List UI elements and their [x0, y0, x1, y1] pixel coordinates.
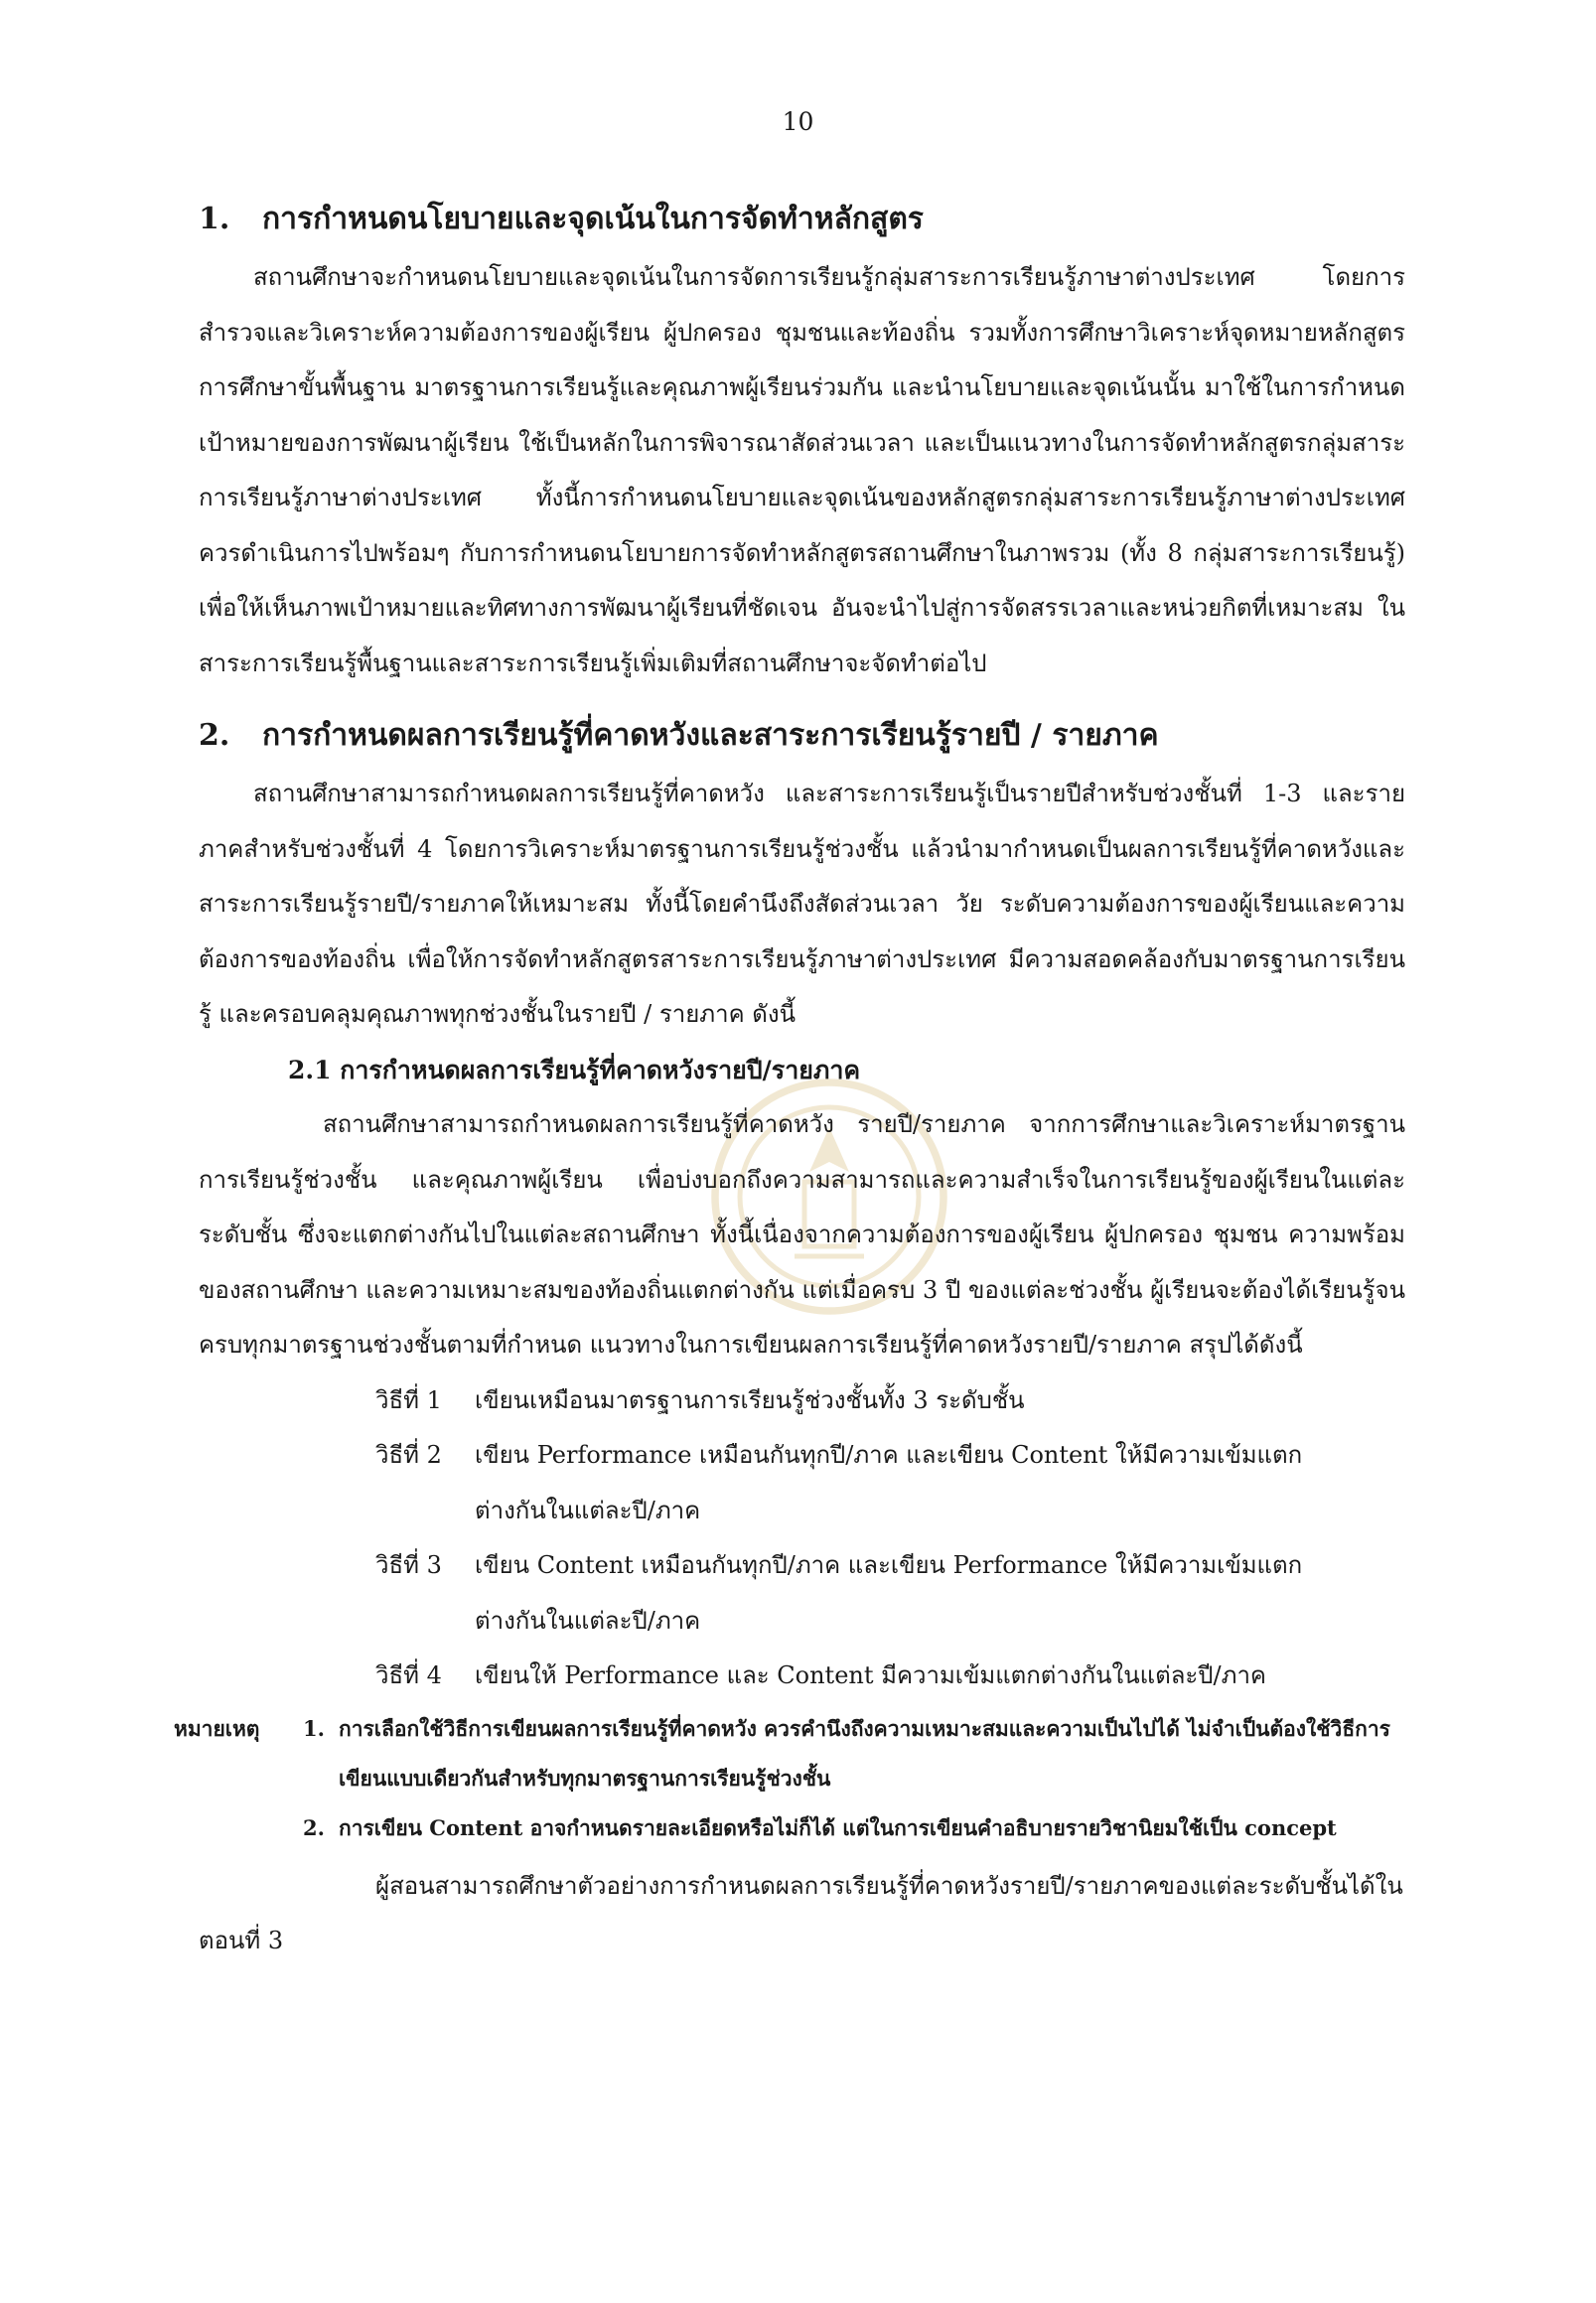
section-2-heading — [199, 705, 1405, 767]
method-text: เขียนให้ Performance และ Content มีความเข้มแตกต่างกันในแต่ละปี/ภาค — [475, 1661, 1266, 1689]
note-number: 2. — [303, 1814, 325, 1840]
note-text: การเขียน Content อาจกำหนดรายละเอียดหรือไม่ก็ได้ แต่ในการเขียนคำอธิบายรายวิชานิยมใช้เป็น concept — [339, 1814, 1337, 1840]
document-body — [174, 189, 1405, 1969]
section-2-title: การกำหนดผลการเรียนรู้ที่คาดหวังและสาระการเรียนรู้รายปี / รายภาค — [262, 718, 1159, 753]
notes-block — [174, 1704, 1405, 1853]
method-text: เขียนเหมือนมาตรฐานการเรียนรู้ช่วงชั้นทั้ง 3 ระดับชั้น — [475, 1385, 1025, 1414]
note-text: การเลือกใช้วิธีการเขียนผลการเรียนรู้ที่คาดหวัง ควรคำนึงถึงความเหมาะสมและความเป็นไปได้ ไม่จำเป็นต้องใช้วิธีการเขียนแบบเดียวกันสำหรับทุกมาตรฐานการเรียนรู้ช่วงชั้น — [339, 1715, 1390, 1791]
subsection-2-1-title: 2.1 การกำหนดผลการเรียนรู้ที่คาดหวังรายปี/รายภาค — [288, 1055, 861, 1084]
methods-list — [375, 1373, 1405, 1704]
subsection-2-1-paragraph: สถานศึกษาสามารถกำหนดผลการเรียนรู้ที่คาดหวัง รายปี/รายภาค จากการศึกษาและวิเคราะห์มาตรฐานการเรียนรู้ช่วงชั้น และคุณภาพผู้เรียน เพื่อบ่งบอกถึงความสามารถและความสำเร็จในการเรียนรู้ของผู้เรียนในแต่ละระดับชั้น ซึ่งจะแตกต่างกันไปในแต่ละสถานศึกษา ทั้งนี้เนื่องจากความต้องการของผู้เรียน ผู้ปกครอง ชุมชน ความพร้อมของสถานศึกษา และความเหมาะสมของท้องถิ่นแตกต่างกัน แต่เมื่อครบ 3 ปี ของแต่ละช่วงชั้น ผู้เรียนจะต้องได้เรียนรู้จนครบทุกมาตรฐานช่วงชั้นตามที่กำหนด แนวทางในการเขียนผลการเรียนรู้ที่คาดหวังรายปี/รายภาค สรุปได้ดังนี้ — [199, 1110, 1405, 1359]
section-1-number: 1. — [199, 202, 230, 236]
section-1-paragraph: สถานศึกษาจะกำหนดนโยบายและจุดเน้นในการจัดการเรียนรู้กลุ่มสาระการเรียนรู้ภาษาต่างประเทศ โดยการสำรวจและวิเคราะห์ความต้องการของผู้เรียน ผู้ปกครอง ชุมชนและท้องถิ่น รวมทั้งการศึกษาวิเคราะห์จุดหมายหลักสูตรการศึกษาขั้นพื้นฐาน มาตรฐานการเรียนรู้และคุณภาพผู้เรียนร่วมกัน และนำนโยบายและจุดเน้นนั้น มาใช้ในการกำหนดเป้าหมายของการพัฒนาผู้เรียน ใช้เป็นหลักในการพิจารณาสัดส่วนเวลา และเป็นแนวทางในการจัดทำหลักสูตรกลุ่มสาระการเรียนรู้ภาษาต่างประเทศ ทั้งนี้การกำหนดนโยบายและจุดเน้นของหลักสูตรกลุ่มสาระการเรียนรู้ภาษาต่างประเทศ ควรดำเนินการไปพร้อมๆ กับการกำหนดนโยบายการจัดทำหลักสูตรสถานศึกษาในภาพรวม (ทั้ง 8 กลุ่มสาระการเรียนรู้) เพื่อให้เห็นภาพเป้าหมายและทิศทางการพัฒนาผู้เรียนที่ชัดเจน อันจะนำไปสู่การจัดสรรเวลาและหน่วยกิตที่เหมาะสม ในสาระการเรียนรู้พื้นฐานและสาระการเรียนรู้เพิ่มเติมที่สถานศึกษาจะจัดทำต่อไป — [199, 263, 1405, 677]
note-item — [174, 1803, 1405, 1853]
section-1-heading — [199, 189, 1405, 250]
method-text: เขียน Content เหมือนกันทุกปี/ภาค และเขียน Performance ให้มีความเข้มแตกต่างกันในแต่ละปี/ภาค — [475, 1551, 1303, 1635]
closing-paragraph: ผู้สอนสามารถศึกษาตัวอย่างการกำหนดผลการเรียนรู้ที่คาดหวังรายปี/รายภาคของแต่ละระดับชั้นได้ในตอนที่ 3 — [199, 1871, 1403, 1954]
note-number: 1. — [303, 1715, 325, 1741]
method-label: วิธีที่ 1 — [375, 1385, 442, 1414]
section-1-title: การกำหนดนโยบายและจุดเน้นในการจัดทำหลักสูตร — [262, 202, 924, 236]
method-label: วิธีที่ 4 — [375, 1661, 442, 1689]
method-label: วิธีที่ 3 — [375, 1551, 442, 1579]
method-text: เขียน Performance เหมือนกันทุกปี/ภาค และเขียน Content ให้มีความเข้มแตกต่างกันในแต่ละปี/ภาค — [475, 1441, 1303, 1524]
note-item — [174, 1704, 1405, 1803]
method-item — [375, 1649, 1405, 1704]
method-label: วิธีที่ 2 — [375, 1441, 442, 1469]
method-item — [375, 1373, 1405, 1429]
method-item — [375, 1538, 1405, 1649]
page-number: 10 — [782, 107, 814, 136]
section-2-paragraph: สถานศึกษาสามารถกำหนดผลการเรียนรู้ที่คาดหวัง และสาระการเรียนรู้เป็นรายปีสำหรับช่วงชั้นที่ 1-3 และรายภาคสำหรับช่วงชั้นที่ 4 โดยการวิเคราะห์มาตรฐานการเรียนรู้ช่วงชั้น แล้วนำมากำหนดเป็นผลการเรียนรู้ที่คาดหวังและสาระการเรียนรู้รายปี/รายภาคให้เหมาะสม ทั้งนี้โดยคำนึงถึงสัดส่วนเวลา วัย ระดับความต้องการของผู้เรียนและความต้องการของท้องถิ่น เพื่อให้การจัดทำหลักสูตรสาระการเรียนรู้ภาษาต่างประเทศ มีความสอดคล้องกับมาตรฐานการเรียนรู้ และครอบคลุมคุณภาพทุกช่วงชั้นในรายปี / รายภาค ดังนี้ — [199, 780, 1405, 1028]
section-2-number: 2. — [199, 718, 230, 753]
method-item — [375, 1428, 1405, 1538]
notes-title: หมายเหตุ — [174, 1715, 260, 1741]
